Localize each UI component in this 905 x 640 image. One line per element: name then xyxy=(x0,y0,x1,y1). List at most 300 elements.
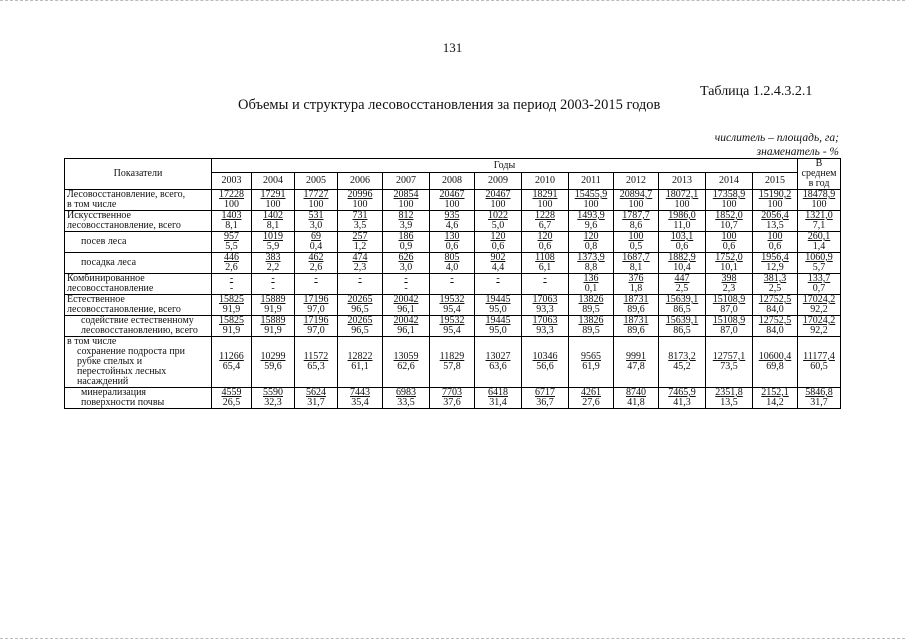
value-cell xyxy=(430,253,475,274)
value-percent: 4,4 xyxy=(491,262,505,273)
value-cell xyxy=(475,388,522,409)
value-area: 18478,9 xyxy=(802,189,836,200)
value-area: 17024,2 xyxy=(802,315,836,326)
value-cell xyxy=(569,253,614,274)
value-percent: 59,6 xyxy=(264,361,282,372)
row-label-line: сохранение подроста при xyxy=(77,346,186,357)
value-cell xyxy=(383,274,430,295)
units-denominator: знаменатель - % xyxy=(756,146,839,158)
table-row xyxy=(65,253,841,274)
value-percent: 11,0 xyxy=(673,220,691,231)
value-cell xyxy=(798,232,841,253)
header-year: 2005 xyxy=(295,173,338,190)
value-cell xyxy=(522,211,569,232)
value-area: 7443 xyxy=(350,387,370,398)
value-percent: 3,9 xyxy=(399,220,413,231)
value-percent: 96,5 xyxy=(351,304,369,315)
value-percent: 0,6 xyxy=(768,241,782,252)
table-row xyxy=(65,295,841,316)
value-area: - xyxy=(314,273,318,284)
value-cell xyxy=(475,316,522,337)
value-area: 1373,9 xyxy=(577,252,605,263)
value-area: 12757,1 xyxy=(712,351,746,362)
value-area: 20042 xyxy=(393,294,419,305)
value-percent: 2,2 xyxy=(266,262,280,273)
value-cell xyxy=(569,190,614,211)
value-area: 1403 xyxy=(221,210,242,221)
value-cell xyxy=(569,337,614,388)
value-area: - xyxy=(404,273,408,284)
value-area: 1402 xyxy=(263,210,283,221)
value-percent: 57,8 xyxy=(443,361,461,372)
value-area: 260,1 xyxy=(807,231,831,242)
value-percent: 69,8 xyxy=(766,361,784,372)
value-percent: 86,5 xyxy=(673,304,691,315)
value-area: 1060,9 xyxy=(805,252,833,263)
scan-edge-bottom xyxy=(0,634,905,639)
row-label-line: Лесовосстановление, всего, xyxy=(67,189,186,200)
value-area: 17024,2 xyxy=(802,294,836,305)
value-percent: 35,4 xyxy=(351,397,369,408)
value-cell xyxy=(659,253,706,274)
value-area: 11177,4 xyxy=(803,351,835,362)
value-percent: 45,2 xyxy=(673,361,691,372)
value-area: - xyxy=(543,273,547,284)
value-cell xyxy=(522,295,569,316)
value-area: 1687,7 xyxy=(622,252,650,263)
value-area: 1956,4 xyxy=(761,252,789,263)
value-percent: 3,0 xyxy=(399,262,413,273)
value-cell xyxy=(798,211,841,232)
value-percent: 100 xyxy=(444,199,460,210)
value-area: 1752,0 xyxy=(715,252,743,263)
value-area: 20467 xyxy=(439,189,465,200)
value-percent: 3,5 xyxy=(353,220,367,231)
value-cell xyxy=(475,211,522,232)
value-cell xyxy=(252,190,295,211)
value-area: 5846,8 xyxy=(805,387,833,398)
value-percent: 33,5 xyxy=(397,397,415,408)
value-percent: 2,5 xyxy=(675,283,689,294)
value-area: 1228 xyxy=(535,210,555,221)
value-cell xyxy=(430,388,475,409)
value-percent: 4,6 xyxy=(445,220,459,231)
value-cell xyxy=(706,316,753,337)
value-cell xyxy=(798,316,841,337)
header-year: 2009 xyxy=(475,173,522,190)
value-percent: 87,0 xyxy=(720,325,738,336)
value-area: 8740 xyxy=(626,387,646,398)
value-area: 812 xyxy=(398,210,414,221)
value-cell xyxy=(614,295,659,316)
value-cell xyxy=(212,190,252,211)
value-cell xyxy=(522,232,569,253)
value-cell xyxy=(295,232,338,253)
row-label-line: лесовосстановление, всего xyxy=(67,304,181,315)
value-percent: 2,3 xyxy=(353,262,367,273)
value-percent: 100 xyxy=(583,199,599,210)
table-title: Объемы и структура лесовосстановления за период 2003-2015 годов xyxy=(238,97,661,113)
row-label-line: в том числе xyxy=(67,199,117,210)
value-cell xyxy=(338,274,383,295)
value-percent: 100 xyxy=(490,199,506,210)
value-cell xyxy=(212,316,252,337)
value-area: 2056,4 xyxy=(761,210,789,221)
value-area: - xyxy=(358,273,362,284)
row-label-line: лесовосстановление, всего xyxy=(67,220,181,231)
value-cell xyxy=(295,337,338,388)
value-area: 136 xyxy=(583,273,599,284)
value-percent: 2,6 xyxy=(225,262,238,273)
value-percent: 8,1 xyxy=(629,262,643,273)
value-percent: 36,7 xyxy=(536,397,554,408)
value-cell xyxy=(659,274,706,295)
table-row xyxy=(65,388,841,409)
row-label xyxy=(65,295,212,316)
value-cell xyxy=(338,316,383,337)
value-area: 13027 xyxy=(485,351,511,362)
value-percent: 8,8 xyxy=(584,262,598,273)
value-area: 17063 xyxy=(532,315,558,326)
value-percent: 100 xyxy=(811,199,827,210)
value-percent: 100 xyxy=(674,199,690,210)
value-percent: 65,3 xyxy=(307,361,325,372)
value-area: - xyxy=(450,273,454,284)
value-area: 1321,0 xyxy=(805,210,833,221)
value-area: 100 xyxy=(628,231,644,242)
header-year: 2004 xyxy=(252,173,295,190)
value-area: 15455,9 xyxy=(574,189,608,200)
value-area: 17727 xyxy=(303,189,329,200)
value-percent: 3,0 xyxy=(309,220,323,231)
value-cell xyxy=(753,190,798,211)
value-cell xyxy=(430,316,475,337)
value-percent: 0,6 xyxy=(491,241,505,252)
row-label-line: лесовосстановлению, всего xyxy=(81,325,198,336)
value-percent: 0,6 xyxy=(722,241,736,252)
value-area: 120 xyxy=(490,231,506,242)
value-cell xyxy=(338,232,383,253)
row-label-line: перестойных лесных xyxy=(77,366,167,377)
value-area: 17291 xyxy=(260,189,286,200)
value-percent: 91,9 xyxy=(222,325,241,336)
value-area: 7703 xyxy=(442,387,462,398)
value-cell xyxy=(295,295,338,316)
value-cell xyxy=(212,211,252,232)
value-percent: 9,6 xyxy=(584,220,598,231)
row-label-line: Искусственное xyxy=(67,210,131,221)
value-area: 11829 xyxy=(439,351,465,362)
value-percent: 89,6 xyxy=(627,325,645,336)
value-area: 20894,7 xyxy=(619,189,653,200)
value-area: 446 xyxy=(224,252,239,263)
value-cell xyxy=(430,211,475,232)
value-percent: 2,5 xyxy=(768,283,782,294)
value-area: 474 xyxy=(352,252,368,263)
value-cell xyxy=(659,295,706,316)
value-percent: 1,4 xyxy=(812,241,826,252)
row-label-line: поверхности почвы xyxy=(81,397,165,408)
header-years-group: Годы xyxy=(212,159,798,173)
value-area: 15108,9 xyxy=(712,315,746,326)
value-percent: 91,9 xyxy=(264,325,282,336)
value-percent: 60,5 xyxy=(810,361,828,372)
value-percent: 32,3 xyxy=(264,397,282,408)
value-area: 7465,9 xyxy=(668,387,696,398)
value-cell xyxy=(706,232,753,253)
value-area: 4559 xyxy=(221,387,242,398)
value-cell xyxy=(475,190,522,211)
value-percent: 26,5 xyxy=(222,397,241,408)
value-cell xyxy=(383,295,430,316)
row-label xyxy=(65,337,212,388)
value-cell xyxy=(798,388,841,409)
value-cell xyxy=(295,253,338,274)
value-percent: 100 xyxy=(721,199,737,210)
value-percent: 61,9 xyxy=(582,361,600,372)
value-percent: 8,1 xyxy=(266,220,280,231)
value-cell xyxy=(430,337,475,388)
value-cell xyxy=(383,211,430,232)
value-percent: 87,0 xyxy=(720,304,738,315)
row-label-line: содействие естественному xyxy=(81,315,194,326)
value-percent: 95,4 xyxy=(443,304,461,315)
value-cell xyxy=(706,274,753,295)
value-cell xyxy=(659,232,706,253)
value-cell xyxy=(614,274,659,295)
value-percent: - xyxy=(229,283,234,294)
value-percent: 27,6 xyxy=(582,397,600,408)
value-cell xyxy=(753,274,798,295)
table-row xyxy=(65,274,841,295)
value-area: 19445 xyxy=(485,294,511,305)
value-area: 1493,9 xyxy=(577,210,605,221)
value-cell xyxy=(252,337,295,388)
value-percent: 0,1 xyxy=(584,283,598,294)
value-cell xyxy=(569,232,614,253)
value-area: 20996 xyxy=(347,189,373,200)
value-area: 130 xyxy=(444,231,460,242)
value-area: 15639,1 xyxy=(665,315,699,326)
value-area: - xyxy=(229,273,234,284)
value-area: 19532 xyxy=(439,315,465,326)
value-cell xyxy=(706,253,753,274)
value-cell xyxy=(383,190,430,211)
value-percent: 31,7 xyxy=(810,397,828,408)
value-area: 15889 xyxy=(260,315,286,326)
value-percent: 84,0 xyxy=(766,325,784,336)
value-area: 5624 xyxy=(306,387,326,398)
header-indicator: Показатели xyxy=(65,159,212,190)
value-percent: 10,1 xyxy=(720,262,738,273)
value-percent: 96,5 xyxy=(351,325,369,336)
value-cell xyxy=(614,337,659,388)
value-area: 103,1 xyxy=(670,231,694,242)
value-area: 1019 xyxy=(263,231,283,242)
value-cell xyxy=(798,274,841,295)
value-area: 6717 xyxy=(535,387,555,398)
value-cell xyxy=(295,388,338,409)
value-area: 957 xyxy=(224,231,239,242)
value-cell xyxy=(753,388,798,409)
value-cell xyxy=(475,295,522,316)
value-cell xyxy=(706,388,753,409)
value-area: 11266 xyxy=(219,351,244,362)
header-year: 2014 xyxy=(706,173,753,190)
value-area: 17228 xyxy=(219,189,244,200)
value-cell xyxy=(659,316,706,337)
value-cell xyxy=(659,388,706,409)
value-cell xyxy=(252,232,295,253)
value-cell xyxy=(338,190,383,211)
value-cell xyxy=(706,190,753,211)
value-area: 9991 xyxy=(626,351,646,362)
value-area: 20265 xyxy=(347,315,373,326)
value-cell xyxy=(338,337,383,388)
value-area: 447 xyxy=(674,273,690,284)
table-row xyxy=(65,211,841,232)
row-label xyxy=(65,253,212,274)
value-cell xyxy=(430,295,475,316)
value-cell xyxy=(295,190,338,211)
value-area: 100 xyxy=(721,231,737,242)
value-percent: 2,6 xyxy=(309,262,323,273)
value-area: 18731 xyxy=(623,315,649,326)
units-note xyxy=(715,131,839,159)
value-percent: 0,6 xyxy=(675,241,689,252)
value-area: 1108 xyxy=(535,252,555,263)
value-percent: 0,9 xyxy=(399,241,413,252)
value-percent: 89,6 xyxy=(627,304,645,315)
value-percent: 97,0 xyxy=(307,325,325,336)
value-cell xyxy=(522,316,569,337)
value-area: 2152,1 xyxy=(761,387,789,398)
value-percent xyxy=(477,284,519,294)
row-label-line: в том числе xyxy=(67,336,117,347)
value-area: 13059 xyxy=(393,351,419,362)
value-cell xyxy=(338,211,383,232)
value-area: 100 xyxy=(767,231,783,242)
value-area: 1986,0 xyxy=(668,210,696,221)
value-area: 805 xyxy=(444,252,460,263)
value-percent: 97,0 xyxy=(307,304,325,315)
value-area: 935 xyxy=(444,210,460,221)
value-percent: 0,4 xyxy=(309,241,323,252)
value-area: 133,7 xyxy=(807,273,831,284)
value-area: 11572 xyxy=(303,351,329,362)
row-label xyxy=(65,190,212,211)
row-label xyxy=(65,232,212,253)
value-cell xyxy=(212,295,252,316)
value-area: 18731 xyxy=(623,294,649,305)
value-cell xyxy=(475,274,522,295)
value-cell xyxy=(798,337,841,388)
value-cell xyxy=(212,274,252,295)
value-cell xyxy=(212,388,252,409)
value-cell xyxy=(798,295,841,316)
value-cell xyxy=(569,316,614,337)
value-percent: 100 xyxy=(537,199,553,210)
value-area: 20265 xyxy=(347,294,373,305)
value-area: 13826 xyxy=(578,294,604,305)
value-area: 120 xyxy=(583,231,599,242)
value-area: 8173,2 xyxy=(668,351,696,362)
value-cell xyxy=(569,211,614,232)
value-area: 376 xyxy=(628,273,644,284)
value-cell xyxy=(659,190,706,211)
value-cell xyxy=(659,337,706,388)
header-year: 2003 xyxy=(212,173,252,190)
value-cell xyxy=(753,337,798,388)
value-percent: 8,6 xyxy=(629,220,643,231)
value-percent: 1,8 xyxy=(629,283,643,294)
value-percent: 41,3 xyxy=(673,397,691,408)
row-label xyxy=(65,388,212,409)
value-percent: 96,1 xyxy=(397,325,415,336)
value-cell xyxy=(383,253,430,274)
value-percent: 10,7 xyxy=(720,220,738,231)
value-area: 15825 xyxy=(219,294,244,305)
value-cell xyxy=(569,274,614,295)
value-percent: 0,6 xyxy=(538,241,552,252)
value-area: 12752,5 xyxy=(758,315,792,326)
value-cell xyxy=(614,253,659,274)
table-row xyxy=(65,190,841,211)
value-area: 18291 xyxy=(532,189,558,200)
value-cell xyxy=(212,337,252,388)
value-cell xyxy=(338,295,383,316)
value-percent: 13,5 xyxy=(766,220,784,231)
value-percent: 0,7 xyxy=(812,283,826,294)
value-area: 6418 xyxy=(488,387,508,398)
value-cell xyxy=(522,190,569,211)
row-label xyxy=(65,316,212,337)
value-cell xyxy=(753,232,798,253)
row-label-line: минерализация xyxy=(81,387,147,398)
value-cell xyxy=(706,337,753,388)
value-percent: 2,3 xyxy=(722,283,736,294)
value-cell xyxy=(475,232,522,253)
value-area: 398 xyxy=(721,273,737,284)
value-area: 626 xyxy=(398,252,414,263)
header-year: 2007 xyxy=(383,173,430,190)
value-area: 19532 xyxy=(439,294,465,305)
value-percent: 5,9 xyxy=(266,241,280,252)
value-cell xyxy=(252,388,295,409)
value-area: 17358,9 xyxy=(712,189,746,200)
value-cell xyxy=(706,211,753,232)
value-area: 20854 xyxy=(393,189,419,200)
value-percent: 5,7 xyxy=(812,262,826,273)
value-percent: 5,0 xyxy=(491,220,505,231)
value-cell xyxy=(753,211,798,232)
value-percent: 96,1 xyxy=(397,304,415,315)
value-cell xyxy=(338,253,383,274)
value-cell xyxy=(295,316,338,337)
value-percent: 100 xyxy=(398,199,414,210)
value-cell xyxy=(753,253,798,274)
value-cell xyxy=(753,316,798,337)
value-percent: 61,1 xyxy=(351,361,369,372)
value-cell xyxy=(614,232,659,253)
value-percent xyxy=(432,284,472,294)
value-percent: 5,5 xyxy=(225,241,238,252)
value-cell xyxy=(522,337,569,388)
value-cell xyxy=(383,232,430,253)
value-percent: 100 xyxy=(352,199,368,210)
value-percent xyxy=(340,284,380,294)
row-label-line: лесовосстановление xyxy=(67,283,154,294)
